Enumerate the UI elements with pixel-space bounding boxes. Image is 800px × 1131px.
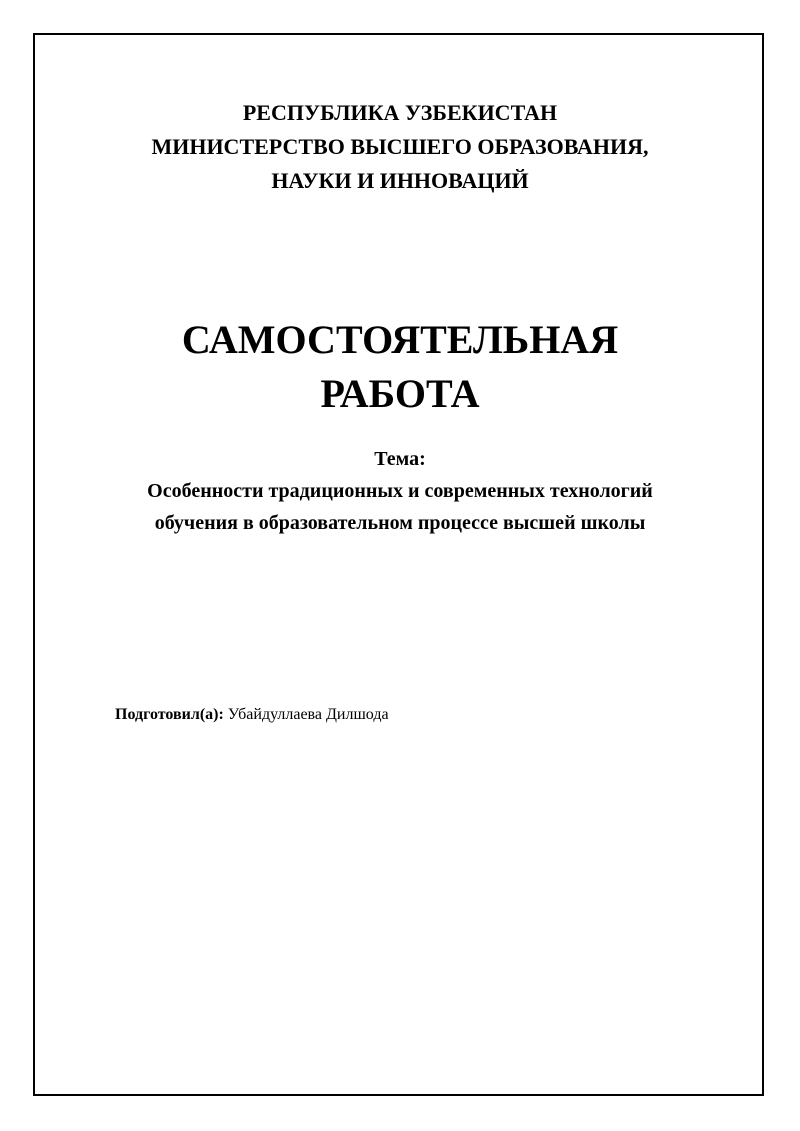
author-label: Подготовил(а): <box>115 706 224 723</box>
author-name: Убайдуллаева Дилшода <box>227 706 389 723</box>
topic-text-line-1: Особенности традиционных и современных технологий <box>147 480 653 502</box>
author-section <box>115 704 389 726</box>
topic-text-line-2: обучения в образовательном процессе высшей школы <box>154 512 646 534</box>
ministry-name-line-1: МИНИСТЕРСТВО ВЫСШЕГО ОБРАЗОВАНИЯ, <box>151 134 649 159</box>
title-line-1: САМОСТОЯТЕЛЬНАЯ <box>181 317 619 362</box>
topic-section <box>0 443 800 539</box>
topic-label: Тема: <box>374 448 426 470</box>
country-name: РЕСПУБЛИКА УЗБЕКИСТАН <box>242 100 558 125</box>
document-title <box>0 313 800 421</box>
title-line-2: РАБОТА <box>320 371 480 416</box>
ministry-name-line-2: НАУКИ И ИННОВАЦИЙ <box>271 168 529 193</box>
institution-header <box>0 96 800 198</box>
